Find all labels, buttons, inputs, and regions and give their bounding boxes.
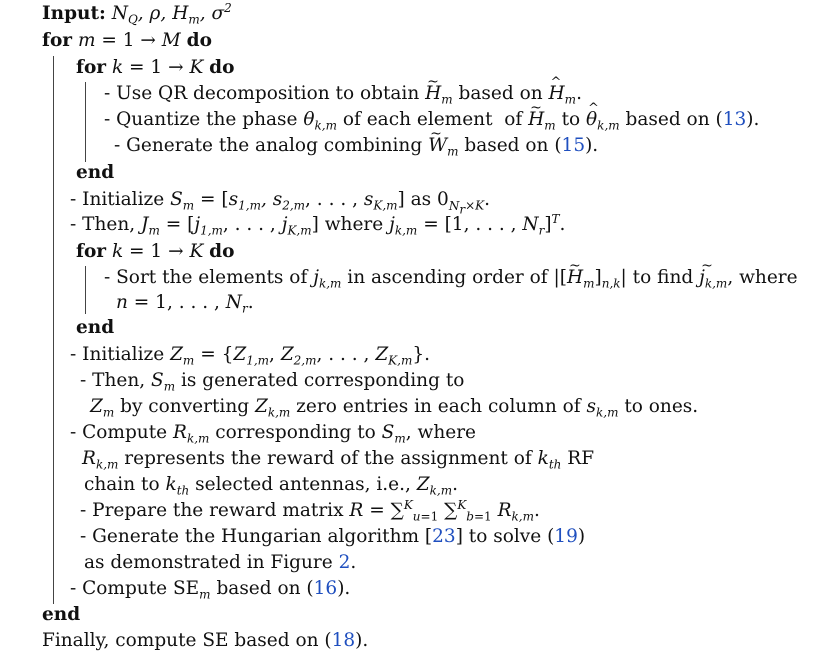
step-hungarian: - Generate the Hungarian algorithm [23] to solve (19) (80, 526, 586, 547)
end-line-1 (76, 161, 114, 185)
input-values: $N_Q$, ρ, H $\^{}_m$, $\sigma^2$ (112, 3, 232, 24)
step-compute-R: - Compute $R_{k,m}$ corresponding to $S_m$, where (70, 422, 477, 446)
ref-16[interactable]: 16 (313, 578, 338, 599)
end-keyword: end (76, 162, 115, 183)
ref-18[interactable]: 18 (331, 630, 356, 651)
inner-loop-2-rule (85, 266, 86, 314)
inner-for-line-2 (76, 240, 234, 264)
step-then-S: - Then, $S_m$ is generated corresponding to (80, 370, 465, 394)
end-line-2 (76, 316, 114, 340)
inner-loop-1-range: k = 1 → K (111, 57, 204, 78)
input-keyword: Input: (42, 3, 106, 24)
final-line: Finally, compute SE based on (18). (42, 630, 369, 651)
end-keyword: end (42, 604, 81, 625)
step-compute-SE: - Compute $SE_m$ based on (16). (70, 578, 351, 602)
step-sort: - Sort the elements of $j_{k,m}$ in ascending order of |[H $\sim_m]_{n,k}|$ to find j $\sim_{k,m}$, where (104, 266, 798, 290)
do-keyword: do (209, 57, 235, 78)
step-reward-matrix: - Prepare the reward matrix R = ∑$^K_{u=1}$ ∑$^K_{b=1}$ $R_{k,m}$. (80, 497, 540, 524)
ref-19[interactable]: 19 (554, 526, 578, 547)
outer-loop-range: m = 1 → M (77, 30, 181, 51)
step-init-Z: - Initialize $Z_m = \{Z_{1,m}$, $Z_{2,m}$, . . . , $Z_{K,m}$}. (70, 344, 430, 368)
for-keyword: for (42, 30, 73, 51)
ref-figure-2[interactable]: 2 (338, 552, 351, 573)
step-qr: - Use QR decomposition to obtain H $\sim_m$ based on H $\^{}_m$. (104, 82, 582, 106)
do-keyword: do (186, 30, 212, 51)
inner-loop-2-range: k = 1 → K (111, 241, 204, 262)
ref-15[interactable]: 15 (561, 135, 586, 156)
step-compute-R-cont-2: chain to $k_{th}$ selected antennas, i.e., $Z_{k,m}$. (84, 474, 458, 498)
step-sort-cont: n = 1, . . . , $N_r$. (116, 292, 254, 316)
inner-for-line-1 (76, 56, 234, 80)
end-keyword: end (76, 317, 115, 338)
step-then-J: - Then, $J_m = [j_{1,m}$, . . . , $j_{K,m}$] where $j_{k,m} = [1$, . . . , $N_r]^T$. (70, 211, 566, 238)
outer-for-line (42, 29, 212, 53)
end-line-outer (42, 603, 80, 627)
step-init-S: - Initialize $S_m = [s_{1,m}$, $s_{2,m}$, . . . , $s_{K,m}$] as $0_{N_r\times K}$. (70, 189, 490, 217)
outer-loop-rule (53, 56, 54, 604)
for-keyword: for (76, 57, 107, 78)
do-keyword: do (209, 241, 235, 262)
inner-loop-1-rule (85, 82, 86, 162)
step-then-S-cont: $Z_m$ by converting $Z_{k,m}$ zero entries in each column of $s_{k,m}$ to ones. (90, 396, 699, 420)
step-quantize: - Quantize the phase $\theta_{k,m}$ of each element of H $\sim_m$ to θ $\^{}_{k,m}$ based on (13). (104, 108, 759, 132)
step-hungarian-cont: as demonstrated in Figure 2. (84, 552, 357, 573)
for-keyword: for (76, 241, 107, 262)
step-analog: - Generate the analog combining W $\sim_m$ based on (15). (114, 134, 598, 158)
ref-13[interactable]: 13 (722, 109, 747, 130)
input-line (42, 2, 232, 26)
step-compute-R-cont-1: $R_{k,m}$ represents the reward of the assignment of $k_{th}$ RF (82, 448, 595, 472)
ref-23[interactable]: 23 (432, 526, 456, 547)
